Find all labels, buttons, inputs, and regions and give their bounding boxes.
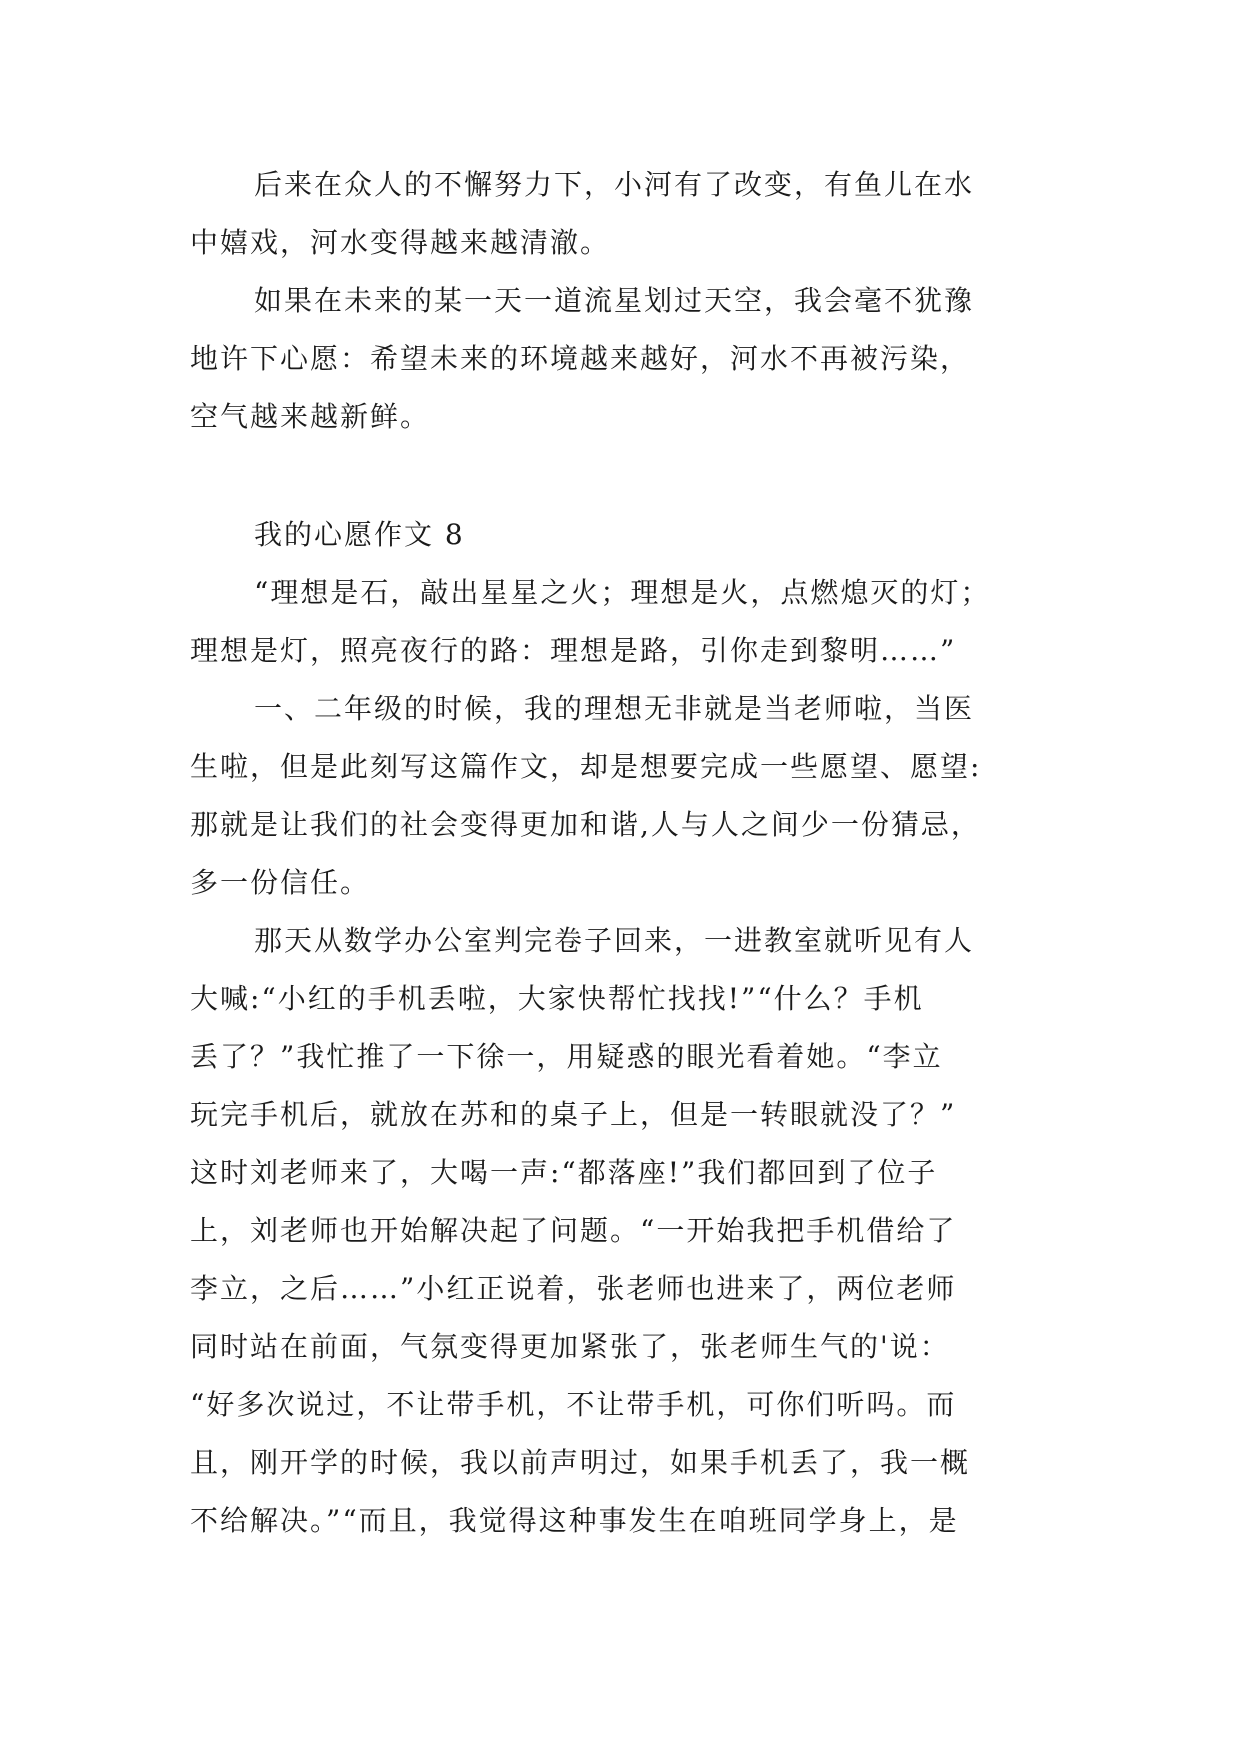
paragraph-1-line-1: 后来在众人的不懈努力下，小河有了改变，有鱼儿在水 (254, 168, 975, 201)
paragraph-5-line-11: 不给解决。”“而且，我觉得这种事发生在咱班同学身上，是 (190, 1504, 959, 1537)
section-title: 我的心愿作文 8 (254, 518, 465, 551)
paragraph-5-line-8: 同时站在前面，气氛变得更加紧张了，张老师生气的'说： (190, 1330, 950, 1363)
paragraph-5-line-5: 这时刘老师来了，大喝一声:“都落座!”我们都回到了位子 (190, 1156, 938, 1189)
paragraph-5-line-6: 上，刘老师也开始解决起了问题。“一开始我把手机借给了 (190, 1214, 957, 1247)
paragraph-5-line-3: 丢了？”我忙推了一下徐一，用疑惑的眼光看着她。“李立 (190, 1040, 943, 1073)
paragraph-2-line-2: 地许下心愿：希望未来的环境越来越好，河水不再被污染， (190, 342, 971, 375)
paragraph-3-line-1: “理想是石，敲出星星之火；理想是火，点燃熄灭的灯； (254, 576, 991, 609)
paragraph-4-line-2: 生啦，但是此刻写这篇作文，却是想要完成一些愿望、愿望: (190, 750, 982, 783)
paragraph-2-line-3: 空气越来越新鲜。 (190, 400, 431, 433)
paragraph-5-line-1: 那天从数学办公室判完卷子回来，一进教室就听见有人 (254, 924, 975, 957)
paragraph-3-line-2: 理想是灯，照亮夜行的路：理想是路，引你走到黎明……” (190, 634, 957, 667)
paragraph-4-line-4: 多一份信任。 (190, 866, 371, 899)
paragraph-5-line-9: “好多次说过，不让带手机，不让带手机，可你们听吗。而 (190, 1388, 957, 1421)
paragraph-5-line-7: 李立，之后……”小红正说着，张老师也进来了，两位老师 (190, 1272, 957, 1305)
paragraph-5-line-2: 大喊:“小红的手机丢啦，大家快帮忙找找!”“什么？手机 (190, 982, 924, 1015)
paragraph-5-line-10: 且，刚开学的时候，我以前声明过，如果手机丢了，我一概 (190, 1446, 971, 1479)
paragraph-1-line-2: 中嬉戏，河水变得越来越清澈。 (190, 226, 611, 259)
document-body (190, 0, 1050, 1754)
paragraph-4-line-3: 那就是让我们的社会变得更加和谐,人与人之间少一份猜忌， (190, 808, 981, 841)
paragraph-2-line-1: 如果在未来的某一天一道流星划过天空，我会毫不犹豫 (254, 284, 975, 317)
paragraph-4-line-1: 一、二年级的时候，我的理想无非就是当老师啦，当医 (254, 692, 975, 725)
paragraph-5-line-4: 玩完手机后，就放在苏和的桌子上，但是一转眼就没了？” (190, 1098, 957, 1131)
